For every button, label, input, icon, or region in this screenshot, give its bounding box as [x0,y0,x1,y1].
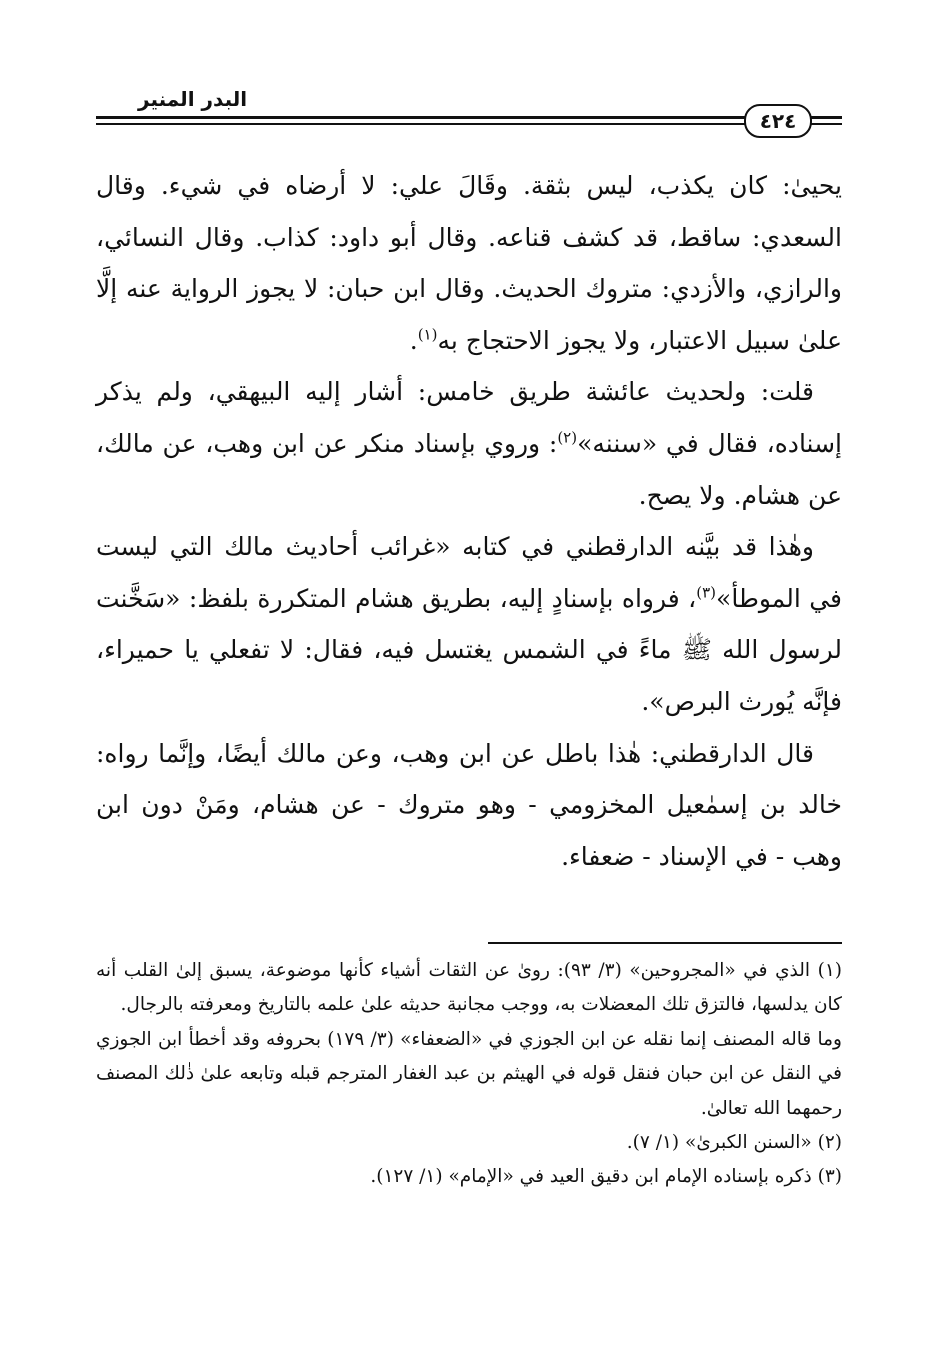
paragraph [96,160,842,366]
main-text [96,160,842,882]
running-header [96,86,842,138]
header-rule-thin [96,123,842,125]
paragraph [96,728,842,883]
paragraph-text: . [409,325,418,355]
footnote-ref: (٣) [696,583,717,602]
paragraph [96,521,842,727]
header-rule-thick [96,116,842,119]
book-title: البدر المنير [138,87,248,111]
paragraph-text: ، فرواه بإسنادٍ إليه، بطريق هشام المتكررة بلفظ: «سَخَّنت لرسول الله ﷺ ماءً في الشمس يغتسل فيه، فقال: لا تفعلي يا حميراء، فإنَّه يُورث البرص». [96,583,842,716]
paragraph-text: قال الدارقطني: هٰذا باطل عن ابن وهب، وعن مالك أيضًا، وإنَّما رواه: خالد بن إسمٰعيل المخزومي - وهو متروك - عن هشام، ومَنْ دون ابن وهب - في الإسناد - ضعفاء. [96,738,842,871]
paragraph [96,366,842,521]
footnote: (٢) «السنن الكبرىٰ» (١/ ٧). [626,1132,842,1154]
footnote-ref: (١) [417,325,438,344]
footnotes [96,954,842,1195]
paragraph-text: : وروي بإسناد منكر عن ابن وهب، عن مالك، عن هشام. ولا يصح. [96,428,842,510]
footnote-ref: (٢) [557,428,578,447]
paragraph-text: يحيىٰ: كان يكذب، ليس بثقة. وقَالَ علي: لا أرضاه في شيء. وقال السعدي: ساقط، قد كشف قناعه. وقال أبو داود: كذاب. وقال النسائي، والرازي، والأزدي: متروك الحديث. وقال ابن حبان: لا يجوز الرواية عنه إلَّا علىٰ سبيل الاعتبار، ولا يجوز الاحتجاج به [96,171,842,355]
paragraph-text: قلت: ولحديث عائشة طريق خامس: أشار إليه البيهقي، ولم يذكر إسناده، فقال في «سننه» [96,377,842,458]
footnote: وما قاله المصنف إنما نقله عن ابن الجوزي في «الضعفاء» (٣/ ١٧٩) بحروفه وقد أخطأ ابن الجوزي في النقل عن ابن حبان فنقل قوله في الهيثم بن عبد الغفار المترجم قبله وتابعه علىٰ ذٰلك المصنف رحمهما الله تعالىٰ. [96,1028,842,1119]
footnote-separator [488,942,842,944]
paragraph-text: وهٰذا قد بيَّنه الدارقطني في كتابه «غرائب أحاديث مالك التي ليست في الموطأ» [96,532,842,613]
footnote: (٣) ذكره بإسناده الإمام ابن دقيق العيد في «الإمام» (١/ ١٢٧). [370,1166,842,1188]
page-number: ٤٢٤ [744,104,812,138]
footnote: (١) الذي في «المجروحين» (٣/ ٩٣): روىٰ عن الثقات أشياء كأنها موضوعة، يسبق إلىٰ القلب أنه كان يدلسها، فالتزق تلك المعضلات به، ووجب مجانبة حديثه علىٰ علمه بالتاريخ ومعرفته بالرجال. [96,960,842,1016]
